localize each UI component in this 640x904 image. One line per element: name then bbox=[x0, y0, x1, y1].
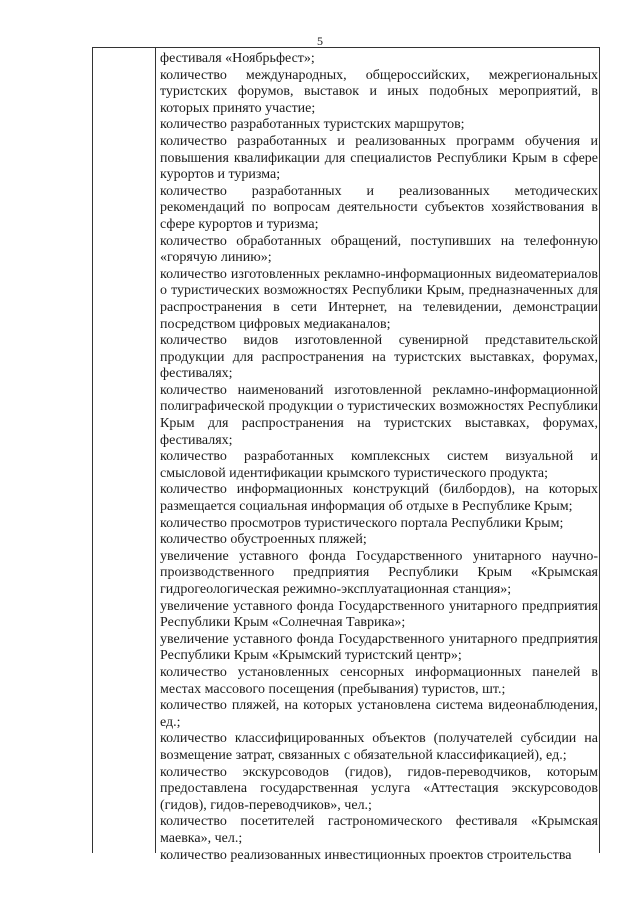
indicator-entry: количество классифицированных объектов (получателей субсидии на возмещение затрат, связанных с обязательной классификацией), ед.; bbox=[160, 731, 598, 763]
indicator-entry: количество реализованных инвестиционных проектов строительства bbox=[160, 847, 572, 863]
indicator-entry: количество пляжей, на которых установлена система видеонаблюдения, ед.; bbox=[160, 698, 598, 730]
indicator-list bbox=[160, 51, 598, 864]
column-divider bbox=[155, 47, 156, 853]
indicator-entry: увеличение уставного фонда Государственного унитарного предприятия Республики Крым «Крымский туристский центр»; bbox=[160, 631, 598, 664]
indicator-entry: фестиваля «Ноябрьфест»; bbox=[160, 51, 315, 66]
indicator-entry: количество наименований изготовленной рекламно-информационной полиграфической продукции о туристических возможностях Республики Крым для распространения на туристских выставках, форумах, фестивалях; bbox=[160, 382, 598, 448]
indicator-entry: увеличение уставного фонда Государственного унитарного научно-производственного предприятия Республики Крым «Крымская гидрогеологическая режимно-эксплуатационная станция»; bbox=[160, 548, 598, 597]
indicator-entry: количество изготовленных рекламно-информационных видеоматериалов о туристических возможностях Республики Крым, предназначенных для распространения в сети Интернет, на телевидении, демонстрации посредством цифровых медиаканалов; bbox=[160, 266, 598, 332]
indicator-entry: количество просмотров туристического портала Республики Крым; bbox=[160, 515, 564, 531]
indicator-entry: количество видов изготовленной сувенирной представительской продукции для распространения на туристских выставках, форумах, фестивалях; bbox=[160, 333, 598, 382]
indicator-entry: количество информационных конструкций (билбордов), на которых размещается социальная информация об отдыхе в Республике Крым; bbox=[160, 482, 598, 515]
indicator-entry: количество посетителей гастрономического фестиваля «Крымская маевка», чел.; bbox=[160, 814, 598, 846]
indicator-entry: количество разработанных комплексных систем визуальной и смысловой идентификации крымского туристического продукта; bbox=[160, 449, 598, 481]
indicator-entry: количество разработанных и реализованных программ обучения и повышения квалификации для специалистов Республики Крым в сфере курортов и туризма; bbox=[160, 133, 598, 183]
page-number: 5 bbox=[317, 34, 323, 48]
indicator-entry: количество разработанных туристских маршрутов; bbox=[160, 117, 465, 133]
indicator-entry: количество обработанных обращений, поступивших на телефонную «горячую линию»; bbox=[160, 233, 598, 266]
indicator-entry: количество экскурсоводов (гидов), гидов-переводчиков, которым предоставлена государственная услуга «Аттестация экскурсоводов (гидов), гидов-переводчиков», чел.; bbox=[160, 764, 598, 813]
indicator-entry: количество разработанных и реализованных методических рекомендаций по вопросам деятельности субъектов хозяйствования в сфере курортов и туризма; bbox=[160, 183, 598, 232]
indicator-entry: увеличение уставного фонда Государственного унитарного предприятия Республики Крым «Солнечная Таврика»; bbox=[160, 598, 598, 631]
indicator-entry: количество установленных сенсорных информационных панелей в местах массового посещения (пребывания) туристов, шт.; bbox=[160, 664, 598, 697]
indicator-entry: количество международных, общероссийских, межрегиональных туристских форумов, выставок и иных подобных мероприятий, в которых принято участие; bbox=[160, 67, 598, 116]
indicator-entry: количество обустроенных пляжей; bbox=[160, 532, 367, 548]
